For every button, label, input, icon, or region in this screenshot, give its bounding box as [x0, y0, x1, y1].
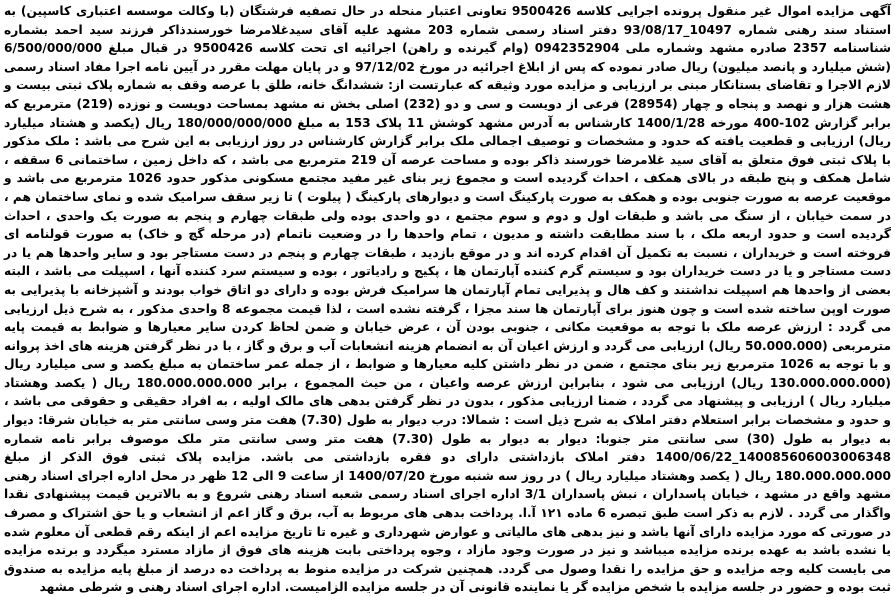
auction-notice-text: آگهی مزایده اموال غیر منقول پرونده اجرایی کلاسه 9500426 تعاونی اعتبار منحله در حال تصفیه فرشتگان (با وکالت موسسه اعتباری کاسپین) به استناد سند رهنی شماره 10497_93/08/17 دفتر اسناد رسمی شماره 203 مشهد علیه آقای سیدغلامرضا خورسندذاکر فرزند سید احمد بشماره شناسنامه 2357 صادره مشهد وشماره ملی 0942352904 (وام گیرنده و راهن) اجرائیه ای تحت کلاسه 9500426 در قبال مبلغ 6/500/000/000 (شش میلیارد و پانصد میلیون) ریال صادر نموده که پس از ابلاغ اجرائیه در مورخ 97/12/02 و در پایان مهلت مقرر در آیین نامه اجرا مفاد اسناد رسمی لازم الاجرا و تقاضای بستانکار مبنی بر ارزیابی و مزایده مورد وثیقه که عبارتست از: ششدانگ خانه، طلق با عرصه وقف به شماره پلاک ثبتی بیست و هشت هزار و نهصد و پنجاه و چهار (28954) فرعی از دویست و سی و دو (232) اصلی بخش نه مشهد بمساحت دویست و نوزده (219) مترمربع که برابر گزارش 102-400 مورخه 1400/1/28 کارشناس به آدرس مشهد کوشش 11 پلاک 153 به مبلغ 180/000/000/000 ریال (یکصد و هشتاد میلیارد ریال) ارزیابی و قطعیت یافته که حدود و مشخصات و توصیف اجمالی ملک برابر گزارش کارشناس در روز ارزیابی به این شرح می باشد : ملک مذکور با پلاک ثبتی فوق متعلق به آقای سید غلامرضا خورسند ذاکر بوده و مساحت عرصه آن 219 مترمربع می باشد ، که داخل زمین ، ساختمانی 6 سقفه ، شامل همکف و پنج طبقه در بالای همکف ، احداث گردیده است و مجموع زیر بنای غیر مفید مجتمع مسکونی مذکور حدود 1026 مترمربع می باشد و موقعیت عرصه به صورت جنوبی بوده و همکف به صورت پارکینگ است و دیوارهای پارکینگ ( پیلوت ) تا زیر سقف سرامیک شده و نمای ساختمان هم ، در سمت خیابان ، از سنگ می باشد و طبقات اول و دوم و سوم مجتمع ، دو واحدی بوده ولی طبقات چهارم و پنجم به صورت یک واحدی ، احداث گردیده است و حدود اربعه ملک ، با سند مطابقت داشته و مدیون ، تمام واحدها را در وضعیت ناتمام (در مرحله گچ و خاک) به صورت قولنامه ای فروخته است و خریداران ، نسبت به تکمیل آن اقدام کرده اند و در موقع بازدید ، طبقات چهارم و پنجم در دست مستاجر بود و سایر واحدها هم یا در دست مستاجر و یا در دست خریداران بود و سیستم گرم کننده آپارتمان ها ، پکیج و رادیاتور ، بوده و سیستم سرد کننده آنها ، اسپیلت می باشد ، البته بعضی از واحدها هم اسپیلت نداشتند و کف هال و پذیرایی تمام آپارتمان ها سرامیک فرش بوده و دارای دو اتاق خواب بودند و آشپزخانه با پذیرایی به صورت اوپن ساخته شده است و چون هنوز برای آپارتمان ها سند مجزا ، گرفته نشده است ، لذا قیمت مجموعه 8 واحدی مذکور ، به شرح ذیل ارزیابی می گردد : ارزش عرصه ملک با توجه به موقعیت مکانی ، جنوبی بودن آن ، عرض خیابان و ضمن لحاظ کردن سایر معیارها و ضوابط به قیمت پایه مترمربعی (50.000.000 ریال) ارزیابی می گردد و ارزش اعیان آن به انضمام هزینه انشعابات آب و برق و گاز ، با در نظر گرفتن هزینه های اخذ پروانه و با توجه به 1026 مترمربع زیر بنای مجتمع ، ضمن در نظر داشتن کلیه معیارها و ضوابط ، از جمله عمر ساختمان به مبلغ یکصد و سی میلیارد ریال (130.000.000.000 ریال) ارزیابی می شود ، بنابراین ارزش عرصه واعیان ، من حیث المجموع ، برابر 180.000.000.000 ریال ( یکصد وهشتاد میلیارد ریال ) ارزیابی و پیشنهاد می گردد ، ضمنا ارزیابی مذکور ، بدون در نظر گرفتن بدهی های مالک اولیه ، به افراد حقیقی و حقوقی می باشد ، و حدود و مشخصات برابر استعلام دفتر املاک به شرح ذیل است : شمالا: درب دیوار به طول (7.30) هفت متر وسی سانتی متر به خیابان شرقا: دیوار به دیوار به طول (30) سی سانتی متر جنوبا: دیوار به دیوار به طول (7.30) هفت متر وسی سانتی متر ملک موصوف برابر نامه شماره 140085606003006348_1400/06/22 دفتر املاک بازداشتی دارای دو فقره بازداشتی می باشد. مزایده پلاک ثبتی فوق الذکر از مبلغ 180.000.000.000 ریال ( یکصد وهشتاد میلیارد ریال ) در روز سه شنبه مورخ 1400/07/20 از ساعت 9 الی 12 ظهر در محل اداره اجرای اسناد رهنی مشهد واقع در مشهد ، خیابان پاسداران ، نبش پاسداران 3/1 اداره اجرای اسناد رسمی شعبه اسناد رهنی شروع و به بالاترین قیمت پیشنهادی نقدا واگذار می گردد . لازم به ذکر است طبق تبصره 6 ماده ۱۲۱ آ.ا. پرداخت بدهی های مربوط به آب، برق و گاز اعم از انشعاب و یا حق اشتراک و مصرف در صورتی که مورد مزایده دارای آنها باشد و نیز بدهی های مالیاتی و عوارض شهرداری و غیره تا تاریخ مزایده اعم از اینکه رقم قطعی آن معلوم شده یا نشده باشد به عهده برنده مزایده میباشد و نیز در صورت وجود مازاد ، وجوه پرداختی بابت هزینه های فوق از مازاد مسترد میگردد و برنده مزایده می بایست کلیه وجه مزایده و حق مزایده را نقدا وصول می گردد. همچنین شرکت در مزایده منوط به پرداخت ده درصد از مبلغ پایه مزایده به صندوق ثبت بوده و حضور در جلسه مزایده با شخص مزایده گر یا نماینده قانونی آن در جلسه مزایده الزامیست. اداره اجرای اسناد رهنی و شرطی مشهد: [4, 4, 892, 595]
